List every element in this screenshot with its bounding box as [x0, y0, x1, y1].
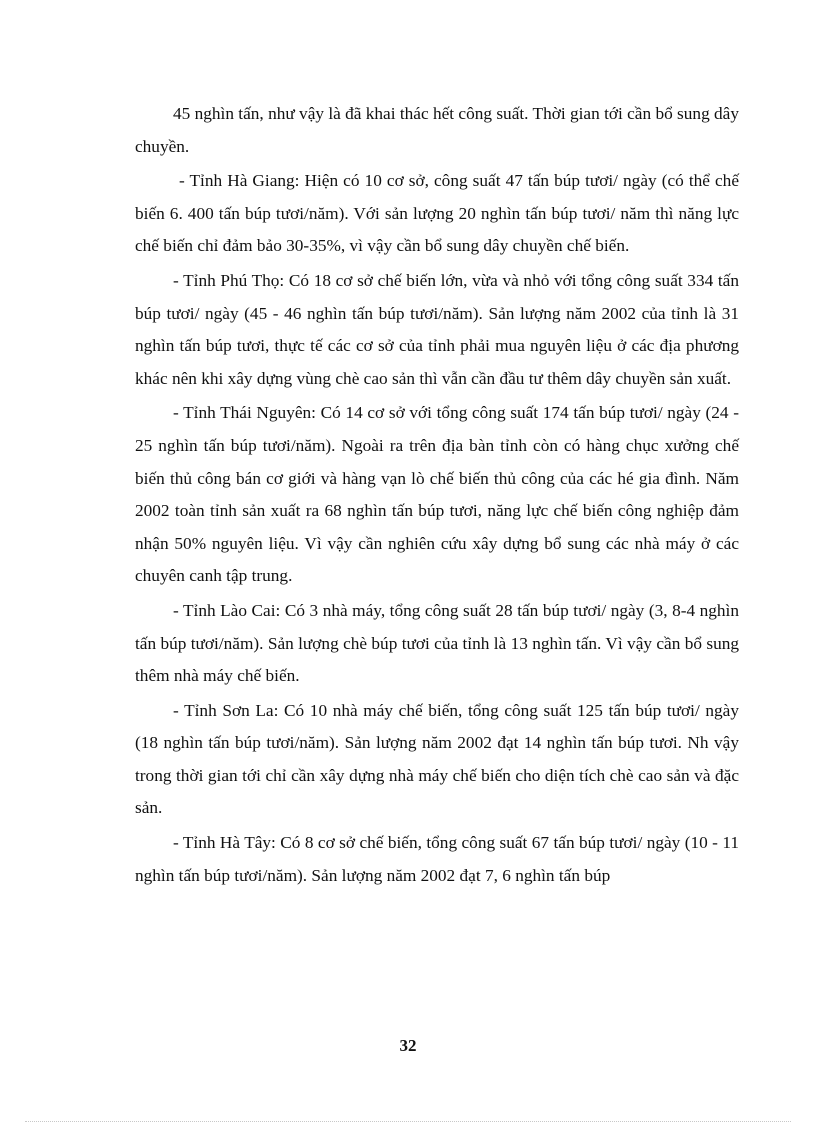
paragraph-ha-giang: - Tỉnh Hà Giang: Hiện có 10 cơ sở, công suất 47 tấn búp tươi/ ngày (có thể chế biến 6. 400 tấn búp tươi/năm). Với sản lượng 20 nghìn tấn búp tươi/ năm thì năng lực chế biến chỉ đảm bảo 30-35%, vì vậy cần bổ sung dây chuyền chế biến.: [135, 171, 739, 256]
paragraph-phu-tho: - Tỉnh Phú Thọ: Có 18 cơ sở chế biến lớn, vừa và nhỏ với tổng công suất 334 tấn búp tươi/ ngày (45 - 46 nghìn tấn búp tươi/năm). Sản lượng năm 2002 của tỉnh là 31 nghìn tấn búp tươi, thực tế các cơ sở của tỉnh phải mua nguyên liệu ở các địa phương khác nên khi xây dựng vùng chè cao sản thì vẫn cần đầu tư thêm dây chuyền sản xuất.: [135, 270, 739, 388]
paragraph-son-la: - Tỉnh Sơn La: Có 10 nhà máy chế biến, tổng công suất 125 tấn búp tươi/ ngày (18 nghìn tấn búp tươi/năm). Sản lượng năm 2002 đạt 14 nghìn tấn búp tươi. Nh vậy trong thời gian tới chỉ cần xây dựng nhà máy chế biến cho diện tích chè cao sản và đặc sản.: [135, 700, 739, 818]
footer-divider: [25, 1121, 791, 1122]
page-number: 32: [399, 1036, 417, 1055]
paragraph-lao-cai: - Tỉnh Lào Cai: Có 3 nhà máy, tổng công suất 28 tấn búp tươi/ ngày (3, 8-4 nghìn tấn búp tươi/năm). Sản lượng chè búp tươi của tỉnh là 13 nghìn tấn. Vì vậy cần bổ sung thêm nhà máy chế biến.: [135, 600, 739, 686]
body-text: [135, 98, 739, 894]
paragraph-ha-tay: - Tỉnh Hà Tây: Có 8 cơ sở chế biến, tổng công suất 67 tấn búp tươi/ ngày (10 - 11 nghìn tấn búp tươi/năm). Sản lượng năm 2002 đạt 7, 6 nghìn tấn búp: [135, 833, 739, 885]
paragraph-continuation: 45 nghìn tấn, như vậy là đã khai thác hết công suất. Thời gian tới cần bổ sung dây chuyền.: [135, 104, 739, 156]
paragraph-thai-nguyen: - Tỉnh Thái Nguyên: Có 14 cơ sở với tổng công suất 174 tấn búp tươi/ ngày (24 - 25 nghìn tấn búp tươi/năm). Ngoài ra trên địa bàn tỉnh còn có hàng chục xưởng chế biến thủ công bán cơ giới và hàng vạn lò chế biến thủ công của các hé gia đình. Năm 2002 toàn tỉnh sản xuất ra 68 nghìn tấn búp tươi, năng lực chế biến công nghiệp đảm nhận 50% nguyên liệu. Vì vậy cần nghiên cứu xây dựng bổ sung các nhà máy ở các chuyên canh tập trung.: [135, 403, 739, 586]
